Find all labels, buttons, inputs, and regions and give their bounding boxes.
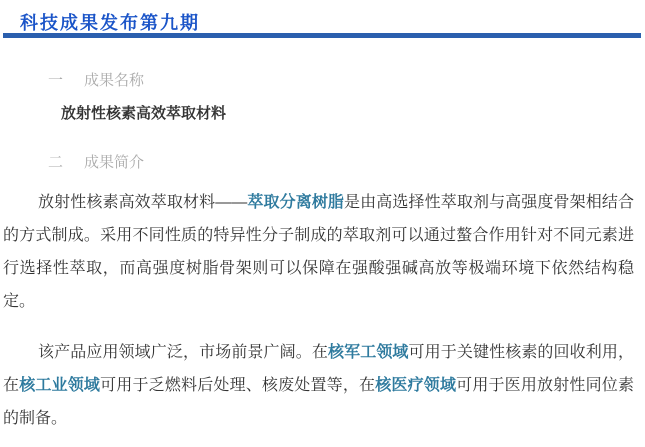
paragraph-text: 该产品应用领域广泛，市场前景广阔。在 [38, 344, 328, 361]
section-heading-result-intro [48, 151, 144, 172]
paragraph-intro [3, 186, 634, 318]
paragraph-text: 是由高选择性萃取剂与高强度骨架相结合的方式制成。采用不同性质的特异性分子制成的萃取剂可以通过螯合作用针对不同元素进行选择性萃取，而高强度树脂骨架则可以保障在强酸强碱高放等极端环境下依然结构稳定。 [3, 194, 634, 310]
highlight-term-nuclear-industry: 核工业领域 [19, 377, 101, 394]
highlight-term-resin: 萃取分离树脂 [247, 194, 345, 211]
paragraph-text: 放射性核素高效萃取材料—— [38, 194, 248, 211]
highlight-term-nuclear-medicine: 核医疗领域 [375, 377, 457, 394]
section-number: 一 [48, 72, 64, 89]
paragraph-applications [3, 336, 634, 435]
title-underline-bar [3, 33, 641, 38]
highlight-term-nuclear-military: 核军工领域 [327, 344, 409, 361]
paragraph-text: 可用于关键性核素的回收利用，在 [3, 344, 634, 394]
paragraph-text: 可用于乏燃料后处理、核废处置等，在 [100, 377, 376, 394]
section-number: 二 [48, 154, 64, 171]
paragraph-text: 可用于医用放射性同位素的制备。 [3, 377, 634, 427]
section-heading-result-name [48, 69, 144, 90]
section-label: 成果简介 [84, 154, 145, 171]
page-title: 科技成果发布第九期 [20, 13, 200, 33]
section-label: 成果名称 [84, 72, 145, 89]
result-name: 放射性核素高效萃取材料 [61, 105, 227, 122]
